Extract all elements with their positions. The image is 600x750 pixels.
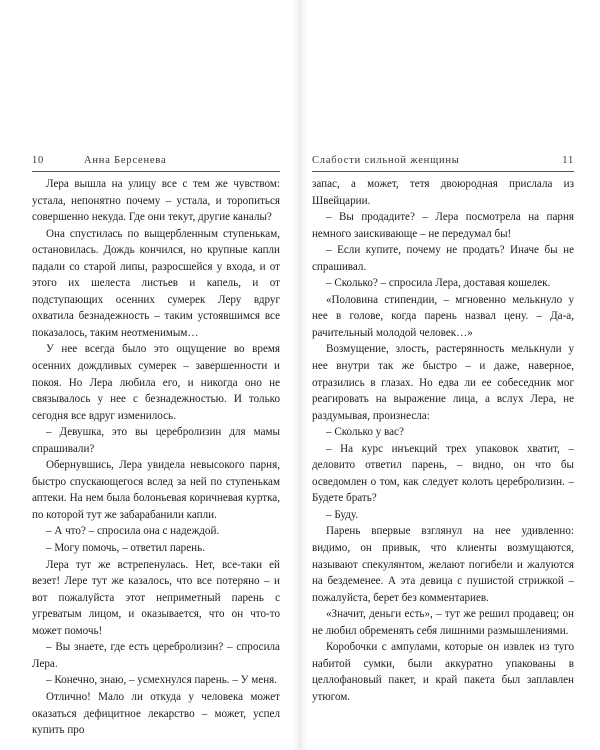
paragraph: – Если купите, почему не продать? Иначе бы не спрашивал. (312, 244, 574, 273)
paragraph: – Вы знаете, где есть церебролизин? – спросила Лера. (32, 641, 280, 670)
paragraph: – Девушка, это вы церебролизин для мамы спрашивали? (32, 426, 280, 455)
paragraph: – Сколько у вас? (326, 426, 404, 439)
paragraph: – А что? – спросила она с надеждой. (46, 525, 220, 538)
paragraph: Парень впервые взглянул на нее удивленно: видимо, он привык, что клиенты возмущаются, называют спекулянтом, желают погибели и жалуются на бездеменее. А эта девица с пушистой стрижкой – пожалуйста, берет без комментариев. (312, 525, 574, 604)
paragraph: «Значит, деньги есть», – тут же решил продавец; он не любил обременять себя лишними размышлениями. (312, 608, 574, 637)
header-rule (312, 171, 574, 172)
paragraph: «Половина стипендии, – мгновенно мелькнуло у нее в голове, когда парень назвал цену. – Да-а, рачительный молодой человек…» (312, 293, 574, 339)
paragraph: Коробочки с ампулами, которые он извлек из туго набитой сумки, были аккуратно упакованы в целлофановый пакет, и край пакета был заплавлен утюгом. (312, 641, 574, 703)
paragraph: – Могу помочь, – ответил парень. (46, 542, 205, 555)
page-number: 11 (562, 155, 574, 166)
paragraph: Она спустилась по выщербленным ступенькам, остановилась. Дождь кончился, но крупные капли падали со старой липы, разросшейся у входа, и от этого их шелеста листьев и капель, и от подступающих осенних сумерек Леру вдруг охватила безнадежность – таким устоявшимся все показалось, таким неотменимым… (32, 227, 280, 339)
running-title: Слабости сильной женщины (312, 155, 460, 166)
right-page-header (312, 155, 574, 169)
paragraph: Отлично! Мало ли откуда у человека может оказаться дефицитное лекарство – может, успел купить про (32, 690, 280, 737)
paragraph: – Конечно, знаю, – усмехнулся парень. – У меня. (46, 674, 278, 687)
running-title: Анна Берсенева (84, 155, 167, 166)
right-page (300, 0, 600, 750)
right-page-text (312, 176, 574, 706)
left-page-header (32, 155, 280, 169)
paragraph: – На курс инъекций трех упаковок хватит, – деловито ответил парень, – видно, он что бы осведомлен о том, как следует колоть церебролизин. – Будете брать? (312, 442, 574, 505)
paragraph: – Буду. (326, 508, 359, 521)
paragraph: У нее всегда было это ощущение во время осенних дождливых сумерек – завершенности и покоя. Но Лера любила его, и никогда оно не связывалось у нее с безнадежностью. И только сегодня все вдруг изменилось. (32, 343, 280, 422)
header-rule (32, 171, 280, 172)
page-number: 10 (32, 155, 45, 166)
left-page-text (32, 176, 280, 739)
paragraph: Лера тут же встрепенулась. Нет, все-таки ей везет! Лере тут же казалось, что все потеряно – и вот пожалуйста этот неприметный парень с угреватым лицом, и оказывается, что он что-то может помочь! (32, 558, 280, 637)
paragraph: Лера вышла на улицу все с тем же чувством: устала, непонятно почему – устала, и торопиться совершенно некуда. Где они текут, другие каналы? (32, 178, 280, 224)
paragraph: Возмущение, злость, растерянность мелькнули у нее внутри так же быстро – и даже, наверное, отразились в глазах. Но едва ли ее собеседник мог реагировать на выражение лица, а вслух Лера, не раздумывая, произнесла: (312, 343, 574, 422)
paragraph: Обернувшись, Лера увидела невысокого парня, быстро спускающегося вслед за ней по ступенькам аптеки. На нем была болоньевая коричневая куртка, по которой тут же забарабанили капли. (32, 459, 280, 521)
paragraph: – Вы продадите? – Лера посмотрела на парня немного заискивающе – не передумал бы! (312, 211, 574, 240)
continued-paragraph: запас, а может, тетя двоюродная прислала из Швейцарии. (312, 178, 574, 207)
paragraph: – Сколько? – спросила Лера, доставая кошелек. (326, 277, 551, 290)
